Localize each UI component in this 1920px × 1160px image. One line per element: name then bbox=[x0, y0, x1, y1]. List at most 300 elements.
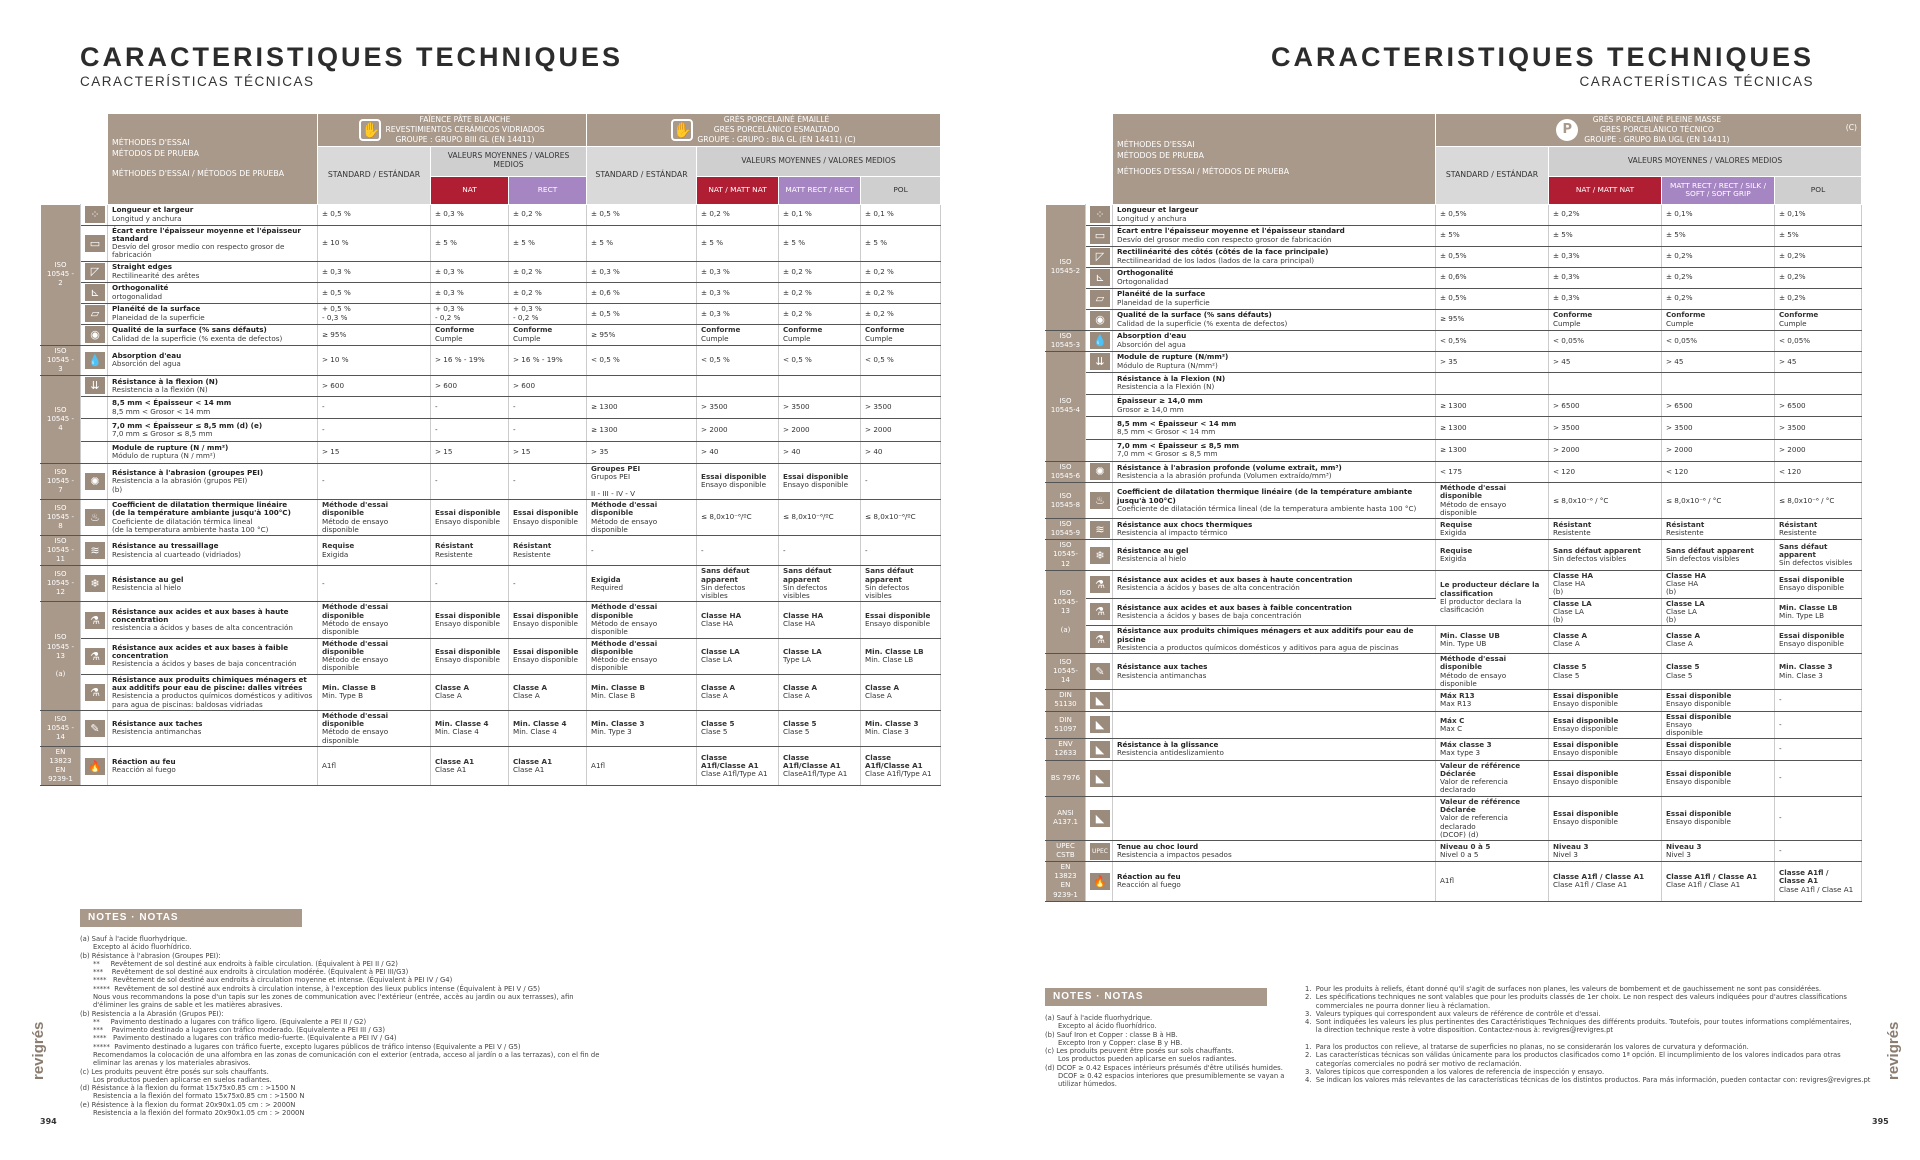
property-es: Resistencia a ácidos y bases de baja concentración bbox=[1117, 610, 1302, 620]
method-header-es: MÉTODOS DE PRUEBA bbox=[112, 148, 199, 158]
col-nat-matt: NAT / MATT NAT bbox=[697, 176, 779, 204]
property-es: Rectilinearidad de los lados (lados de la cara principal) bbox=[1117, 255, 1315, 265]
value-cell: > 3500 bbox=[1775, 417, 1862, 439]
property-label bbox=[108, 396, 318, 418]
property-fr: Résistance aux produits chimiques ménagers et aux additifs pour eau de piscine bbox=[1117, 626, 1414, 644]
property-es: Longitud y anchura bbox=[112, 213, 182, 223]
property-icon: ⇊ bbox=[1090, 353, 1110, 370]
value-cell: ≥ 1300 bbox=[587, 419, 697, 441]
property-label bbox=[1113, 351, 1436, 372]
value-cell: Essai disponible Ensayo disponible bbox=[1775, 570, 1862, 598]
valeurs-header-1: VALEURS MOYENNES / VALORES MEDIOS bbox=[431, 146, 587, 176]
property-es: Resistencia al hielo bbox=[112, 582, 182, 592]
property-fr: Résistance aux produits chimiques ménagers et aux additifs pour eau de piscine: dalles vitrées bbox=[112, 674, 307, 693]
property-label bbox=[108, 441, 318, 463]
value-cell: Conforme Cumple bbox=[697, 324, 779, 345]
property-es: Resistencia a la abrasión profunda (Volumen extraído/mm³) bbox=[1117, 470, 1332, 480]
notes-title-right: NOTES · NOTAS bbox=[1045, 988, 1267, 1006]
value-cell: ± 0,2% bbox=[1549, 204, 1662, 225]
table-row bbox=[1046, 330, 1862, 351]
value-cell: Classe A Clase A bbox=[1549, 626, 1662, 654]
row-icon-cell bbox=[1086, 483, 1113, 519]
value-cell: - bbox=[1775, 739, 1862, 760]
table-row bbox=[1046, 654, 1862, 690]
property-icon: ◣ bbox=[1090, 770, 1110, 787]
property-fr: Absorption d'eau bbox=[1117, 331, 1187, 341]
value-cell: Classe A1fl / Classe A1 Clase A1fl / Clase A1 bbox=[1549, 862, 1662, 901]
col-nat: NAT bbox=[431, 176, 509, 204]
value-cell: Sans défaut apparent Sin defectos visibles bbox=[779, 566, 861, 602]
note-line: (b) Resistencia a la Abrasión (Grupos PEI): bbox=[80, 1009, 224, 1018]
test-group-label: ANSI A137.1 bbox=[1046, 796, 1086, 840]
table-row bbox=[41, 396, 941, 418]
property-es: Resistencia a ácidos y bases de baja concentración bbox=[112, 659, 297, 669]
property-label bbox=[108, 674, 318, 710]
value-cell: Classe LA Clase LA (b) bbox=[1549, 598, 1662, 626]
value-cell: > 600 bbox=[318, 375, 431, 396]
row-icon-cell bbox=[1086, 690, 1113, 711]
property-icon: ✎ bbox=[1090, 663, 1110, 680]
value-cell: Min. Classe B Min. Type B bbox=[318, 674, 431, 710]
row-icon-cell bbox=[1086, 267, 1113, 288]
value-cell: Classe LA Type LA bbox=[779, 638, 861, 674]
property-fr: Qualité de la surface (% sans défauts) bbox=[112, 325, 267, 335]
value-cell: - bbox=[318, 463, 431, 499]
value-cell: > 15 bbox=[509, 441, 587, 463]
note-line: 3. Valores típicos que corresponden a los valores de referencia de inspección y ensayo. bbox=[1305, 1067, 1605, 1076]
value-cell: - bbox=[1775, 796, 1862, 840]
value-cell: Méthode d'essai disponible Método de ensayo disponible bbox=[587, 499, 697, 535]
note-line: *** Revêtement de sol destiné aux endroits à circulation modérée. (Équivalent à PEI III/G3) bbox=[80, 968, 409, 977]
property-icon bbox=[1090, 374, 1110, 391]
test-group-label: ISO 10545-9 bbox=[1046, 519, 1086, 540]
value-cell: Méthode d'essai disponible Método de ensayo disponible bbox=[318, 602, 431, 638]
property-icon: 🔥 bbox=[1090, 873, 1110, 890]
value-cell: Essai disponible Ensayo disponible bbox=[431, 499, 509, 535]
value-cell: Résistant Resistente bbox=[509, 536, 587, 566]
value-cell bbox=[587, 375, 697, 396]
note-line: 1. Para los productos con relieve, al tratarse de superficies no planas, no se considerarán los valores de curvatura y deformación. bbox=[1305, 1042, 1749, 1051]
property-es: resistencia a ácidos y bases de alta concentración bbox=[112, 623, 293, 633]
tech-table-left bbox=[40, 113, 941, 786]
value-cell: > 45 bbox=[1662, 351, 1775, 372]
product-note-c: (C) bbox=[1845, 123, 1858, 132]
row-icon-cell bbox=[1086, 841, 1113, 862]
property-es: Reacción al fuego bbox=[112, 765, 176, 775]
table-row bbox=[1046, 841, 1862, 862]
property-icon: ⚗ bbox=[85, 648, 105, 665]
property-icon: ≋ bbox=[85, 542, 105, 559]
property-label bbox=[108, 566, 318, 602]
value-cell: ≥ 1300 bbox=[587, 396, 697, 418]
property-label bbox=[108, 746, 318, 785]
row-icon-cell bbox=[1086, 461, 1113, 482]
property-icon bbox=[1090, 418, 1110, 435]
property-es: Resistencia a ácidos y bases de alta concentración bbox=[1117, 583, 1300, 593]
value-cell: ± 10 % bbox=[318, 225, 431, 261]
note-line: utilizar húmedos. bbox=[1045, 1080, 1117, 1089]
note-line: DCOF ≥ 0.42 espacios interiores que presumiblemente se vayan a bbox=[1045, 1071, 1285, 1080]
property-es: Desvío del grosor medio con respecto grosor de fabricación bbox=[112, 242, 285, 260]
property-es: 8,5 mm < Grosor < 14 mm bbox=[112, 406, 211, 416]
value-cell: Méthode d'essai disponible Método de ensayo disponible bbox=[318, 710, 431, 746]
property-es: Absorción del agua bbox=[112, 359, 181, 369]
property-fr: Planéité de la surface bbox=[112, 304, 201, 314]
property-icon: ≋ bbox=[1090, 521, 1110, 538]
value-cell: ± 5% bbox=[1662, 225, 1775, 246]
value-cell: Requise Exigida bbox=[1436, 540, 1549, 570]
value-cell: ± 0,2% bbox=[1662, 246, 1775, 267]
note-line: Excepto al ácido fluorhídrico. bbox=[1045, 1022, 1157, 1031]
value-cell: Méthode d'essai disponible Método de ensayo disponible bbox=[318, 499, 431, 535]
value-cell: Le producteur déclare la classification El productor declara la clasificación bbox=[1436, 570, 1549, 626]
value-cell: A1fl bbox=[318, 746, 431, 785]
method-header-fr: MÉTHODES D'ESSAI bbox=[112, 138, 190, 148]
value-cell: Conforme Cumple bbox=[431, 324, 509, 345]
table-row bbox=[41, 602, 941, 638]
property-label bbox=[108, 463, 318, 499]
row-icon-cell bbox=[1086, 204, 1113, 225]
value-cell: Classe A1fl/Classe A1 ClaseA1fl/Type A1 bbox=[779, 746, 861, 785]
value-cell: Classe 5 Clase 5 bbox=[1662, 654, 1775, 690]
notes-left bbox=[80, 935, 600, 1117]
table-row bbox=[41, 536, 941, 566]
value-cell: ± 5% bbox=[1549, 225, 1662, 246]
property-label bbox=[108, 324, 318, 345]
table-row bbox=[1046, 483, 1862, 519]
property-es: Planeidad de la superficie bbox=[1117, 297, 1210, 307]
value-cell: > 10 % bbox=[318, 345, 431, 375]
value-cell: Máx C Max C bbox=[1436, 711, 1549, 739]
value-cell: > 6500 bbox=[1775, 395, 1862, 417]
value-cell: - bbox=[861, 463, 941, 499]
row-icon-cell bbox=[81, 204, 108, 225]
property-icon: ⚗ bbox=[85, 612, 105, 629]
property-label bbox=[1113, 540, 1436, 570]
value-cell: ± 0,3 % bbox=[318, 261, 431, 282]
value-cell: Exigida Required bbox=[587, 566, 697, 602]
value-cell: Classe A Clase A bbox=[431, 674, 509, 710]
row-icon-cell bbox=[1086, 395, 1113, 417]
value-cell: ± 5 % bbox=[587, 225, 697, 261]
test-group-label: ISO 10545 - 2 bbox=[41, 204, 81, 345]
property-icon: ◣ bbox=[1090, 810, 1110, 827]
property-label bbox=[108, 638, 318, 674]
row-icon-cell bbox=[81, 536, 108, 566]
property-icon bbox=[1090, 396, 1110, 413]
note-line: 1. Pour les produits à reliefs, étant donné qu'il s'agit de surfaces non planes, les valeurs de bombement et de gauchissement ne sont pas considérées. bbox=[1305, 985, 1822, 993]
right-page bbox=[960, 0, 1920, 1160]
value-cell: ± 0,5% bbox=[1436, 246, 1549, 267]
property-icon: ◣ bbox=[1090, 741, 1110, 758]
value-cell: ≤ 8,0x10⁻⁶ / °C bbox=[1662, 483, 1775, 519]
note-line: Los productos pueden aplicarse en suelos radiantes. bbox=[1045, 1055, 1237, 1064]
product-porcelain-title: GRÈS PORCELAINÉ PLEINE MASSE GRES PORCELÁNICO TÉCNICO GROUPE : GRUPO BIA UGL (EN 14411) bbox=[1584, 115, 1730, 144]
row-icon-cell bbox=[1086, 862, 1113, 901]
value-cell: A1fl bbox=[1436, 862, 1549, 901]
col-nat-matt: NAT / MATT NAT bbox=[1549, 176, 1662, 204]
property-fr: 7,0 mm < Épaisseur ≤ 8,5 mm bbox=[1117, 440, 1239, 450]
note-line: categorías comerciales no podrá ser motivo de reclamación. bbox=[1305, 1059, 1522, 1068]
value-cell: Classe HA Clase HA bbox=[697, 602, 779, 638]
value-cell: ± 0,3% bbox=[1549, 288, 1662, 309]
test-group-label: ISO 10545 - 3 bbox=[41, 345, 81, 375]
value-cell: Essai disponible Ensayo disponible bbox=[509, 638, 587, 674]
property-label bbox=[108, 204, 318, 225]
note-line: commerciales ne pourra donner lieu à réclamation. bbox=[1305, 1001, 1491, 1010]
property-es: 8,5 mm < Grosor < 14 mm bbox=[1117, 426, 1216, 436]
table-row bbox=[41, 419, 941, 441]
standard-header-1: STANDARD / ESTÁNDAR bbox=[318, 146, 431, 204]
value-cell: Résistant Resistente bbox=[1775, 519, 1862, 540]
property-fr: Résistance aux acides et aux bases à haute concentration bbox=[1117, 574, 1353, 584]
value-cell: Classe 5 Clase 5 bbox=[1549, 654, 1662, 690]
test-group-label: BS 7976 bbox=[1046, 760, 1086, 796]
property-label bbox=[1113, 439, 1436, 461]
property-es: Resistencia al cuarteado (vidriados) bbox=[112, 549, 241, 559]
value-cell: < 0,5 % bbox=[779, 345, 861, 375]
property-fr: Résistance aux taches bbox=[1117, 662, 1208, 672]
row-icon-cell bbox=[81, 710, 108, 746]
note-line: 2. Les spécifications techniques ne sont valables que pour les produits classés de 1er choix. Le non respect des valeurs indiquées pour d'autres classifications bbox=[1305, 993, 1847, 1002]
row-icon-cell bbox=[1086, 711, 1113, 739]
value-cell: > 35 bbox=[1436, 351, 1549, 372]
property-label bbox=[1113, 372, 1436, 394]
note-line: 4. Sont indiquées les valeurs les plus pertinentes des Caractéristiques Techniques des différents produits. Toutefois, pour toutes informations complémentaires, bbox=[1305, 1018, 1852, 1027]
value-cell bbox=[1549, 372, 1662, 394]
table-row bbox=[41, 566, 941, 602]
value-cell: ≤ 8,0x10⁻⁶/ºC bbox=[779, 499, 861, 535]
property-fr: Qualité de la surface (% sans défauts) bbox=[1117, 310, 1272, 320]
property-icon: ⚗ bbox=[85, 684, 105, 701]
test-group-label: ISO 10545-2 bbox=[1046, 204, 1086, 330]
value-cell: Essai disponible Ensayo disponible bbox=[1549, 690, 1662, 711]
test-group-label: ISO 10545-3 bbox=[1046, 330, 1086, 351]
value-cell: Min. Classe 4 Min. Clase 4 bbox=[509, 710, 587, 746]
property-fr: Résistance à l'abrasion profonde (volume extrait, mm³) bbox=[1117, 462, 1342, 472]
value-cell: Conforme Cumple bbox=[861, 324, 941, 345]
value-cell: > 15 bbox=[318, 441, 431, 463]
property-fr: Réaction au feu bbox=[112, 756, 176, 766]
property-icon: ⁘ bbox=[85, 206, 105, 223]
property-fr: Résistance au gel bbox=[112, 574, 184, 584]
value-cell: ± 5% bbox=[1436, 225, 1549, 246]
value-cell: > 2000 bbox=[861, 419, 941, 441]
property-es: Planeidad de la superficie bbox=[112, 312, 205, 322]
property-label bbox=[1113, 330, 1436, 351]
test-group-label: ISO 10545-4 bbox=[1046, 351, 1086, 461]
brand-logo: revigrés bbox=[30, 1021, 47, 1080]
row-icon-cell bbox=[81, 463, 108, 499]
test-group-label: ISO 10545-12 bbox=[1046, 540, 1086, 570]
property-icon: ◣ bbox=[1090, 692, 1110, 709]
value-cell: ± 0,3% bbox=[1549, 246, 1662, 267]
note-line: (d) DCOF ≥ 0.42 Espaces intérieurs présumés d'être utilisés humides. bbox=[1045, 1063, 1283, 1072]
value-cell: Classe A Clase A bbox=[779, 674, 861, 710]
row-icon-cell bbox=[81, 674, 108, 710]
method-header-full: MÉTHODES D'ESSAI / MÉTODOS DE PRUEBA bbox=[1117, 167, 1290, 177]
value-cell: - bbox=[509, 463, 587, 499]
property-icon: 💧 bbox=[85, 352, 105, 369]
value-cell: Min. Classe 3 Min. Clase 3 bbox=[1775, 654, 1862, 690]
property-icon: ⊾ bbox=[1090, 269, 1110, 286]
value-cell: < 120 bbox=[1549, 461, 1662, 482]
test-group-label: ISO 10545 - 12 bbox=[41, 566, 81, 602]
table-row bbox=[41, 303, 941, 324]
test-group-label: ISO 10545 - 14 bbox=[41, 710, 81, 746]
value-cell: ± 0,2 % bbox=[509, 282, 587, 303]
table-row bbox=[41, 282, 941, 303]
value-cell: > 40 bbox=[697, 441, 779, 463]
note-line: Resistencia a la flexión del formato 15x75x0.85 cm : >1500 N bbox=[80, 1092, 305, 1101]
property-fr: Orthogonalité bbox=[112, 283, 169, 293]
table-row bbox=[1046, 267, 1862, 288]
property-icon: ▭ bbox=[1090, 227, 1110, 244]
value-cell: Min. Classe UB Min. Type UB bbox=[1436, 626, 1549, 654]
property-label bbox=[1113, 461, 1436, 482]
note-line: Excepto al ácido fluorhídrico. bbox=[80, 943, 192, 952]
property-label bbox=[1113, 690, 1436, 711]
value-cell: - bbox=[509, 419, 587, 441]
note-line: 2. Las características técnicas son válidas únicamente para los productos clasificados como 1ª opción. El incumplimiento de los valores indicados para otras bbox=[1305, 1051, 1841, 1060]
value-cell: ± 0,2% bbox=[1775, 267, 1862, 288]
table-row bbox=[1046, 690, 1862, 711]
value-cell: > 35 bbox=[587, 441, 697, 463]
value-cell: Min. Classe 4 Min. Clase 4 bbox=[431, 710, 509, 746]
value-cell: Máx R13 Max R13 bbox=[1436, 690, 1549, 711]
value-cell: - bbox=[509, 566, 587, 602]
table-row bbox=[41, 710, 941, 746]
value-cell: > 40 bbox=[779, 441, 861, 463]
value-cell: > 2000 bbox=[779, 419, 861, 441]
table-row bbox=[1046, 626, 1862, 654]
table-row bbox=[41, 225, 941, 261]
table-row bbox=[41, 638, 941, 674]
property-fr: Longueur et largeur bbox=[112, 205, 194, 215]
value-cell: Essai disponible Ensayo disponible bbox=[1662, 760, 1775, 796]
property-es: Resistencia a la Flexión (N) bbox=[1117, 382, 1215, 392]
table-row bbox=[1046, 461, 1862, 482]
table-row bbox=[1046, 395, 1862, 417]
property-label bbox=[1113, 598, 1436, 626]
property-label bbox=[1113, 309, 1436, 330]
property-es: Resistencia antimanchas bbox=[1117, 670, 1207, 680]
property-es: Desvío del grosor medio con respecto grosor de fabricación bbox=[1117, 234, 1332, 244]
property-label bbox=[1113, 739, 1436, 760]
page-number: 395 bbox=[1872, 1117, 1889, 1126]
row-icon-cell bbox=[81, 499, 108, 535]
property-fr: Rectilinéarité des côtés (côtés de la face principale) bbox=[1117, 247, 1329, 257]
property-label bbox=[1113, 570, 1436, 598]
value-cell: Essai disponible Ensayo disponible bbox=[1549, 796, 1662, 840]
value-cell: ± 0,5 % bbox=[318, 204, 431, 225]
row-icon-cell bbox=[81, 324, 108, 345]
value-cell: + 0,5 % - 0,3 % bbox=[318, 303, 431, 324]
value-cell: ± 0,2 % bbox=[861, 303, 941, 324]
value-cell: ± 0,3 % bbox=[431, 204, 509, 225]
value-cell: < 0,5 % bbox=[861, 345, 941, 375]
table-row bbox=[1046, 372, 1862, 394]
property-fr: Épaisseur ≥ 14,0 mm bbox=[1117, 396, 1203, 406]
property-icon: ♨ bbox=[1090, 492, 1110, 509]
property-label bbox=[1113, 519, 1436, 540]
method-header-es: MÉTODOS DE PRUEBA bbox=[1117, 150, 1204, 160]
property-label bbox=[108, 536, 318, 566]
property-es: Módulo de Ruptura (N/mm²) bbox=[1117, 360, 1218, 370]
value-cell: Min. Classe LB Min. Type LB bbox=[1775, 598, 1862, 626]
property-fr: Résistance aux acides et aux bases à faible concentration bbox=[1117, 602, 1352, 612]
value-cell: ± 5% bbox=[1775, 225, 1862, 246]
table-row bbox=[41, 441, 941, 463]
property-fr: Planéité de la surface bbox=[1117, 289, 1206, 299]
value-cell: Requise Exigida bbox=[318, 536, 431, 566]
test-group-label: EN 13823 EN 9239-1 bbox=[1046, 862, 1086, 901]
value-cell: Essai disponible Ensayo disponible bbox=[1662, 739, 1775, 760]
value-cell: Niveau 3 Nivel 3 bbox=[1662, 841, 1775, 862]
property-icon bbox=[85, 420, 105, 437]
value-cell: Essai disponible Ensayo disponible bbox=[509, 602, 587, 638]
row-icon-cell bbox=[1086, 225, 1113, 246]
property-icon: ◣ bbox=[1090, 716, 1110, 733]
standard-header-2: STANDARD / ESTÁNDAR bbox=[587, 146, 697, 204]
value-cell: Conforme Cumple bbox=[1775, 309, 1862, 330]
value-cell: ± 0,6% bbox=[1436, 267, 1549, 288]
col-matt-rect: MATT RECT / RECT / SILK / SOFT / SOFT GRIP bbox=[1662, 176, 1775, 204]
property-fr: 7,0 mm < Épaisseur ≤ 8,5 mm (d) (e) bbox=[112, 420, 263, 430]
test-group-label: ISO 10545 - 4 bbox=[41, 375, 81, 463]
value-cell: Classe A Clase A bbox=[861, 674, 941, 710]
value-cell: - bbox=[318, 419, 431, 441]
property-icon: ♨ bbox=[85, 509, 105, 526]
value-cell: Essai disponible Ensayo disponible bbox=[431, 638, 509, 674]
note-line: (c) Les produits peuvent être posés sur sols chauffants. bbox=[80, 1067, 269, 1076]
test-group-label: ISO 10545 - 11 bbox=[41, 536, 81, 566]
row-icon-cell bbox=[1086, 417, 1113, 439]
row-icon-cell bbox=[1086, 246, 1113, 267]
value-cell: ± 0,5% bbox=[1436, 204, 1549, 225]
note-line: ***** Pavimento destinado a lugares con tráfico fuerte, excepto lugares públicos de tráfico intenso (Equivalente a PEI V / G5) bbox=[80, 1042, 521, 1051]
table-row bbox=[1046, 246, 1862, 267]
value-cell bbox=[1775, 372, 1862, 394]
value-cell: + 0,3 % - 0,2 % bbox=[509, 303, 587, 324]
property-icon: ❄ bbox=[1090, 547, 1110, 564]
row-icon-cell bbox=[81, 441, 108, 463]
value-cell bbox=[861, 375, 941, 396]
table-row bbox=[1046, 351, 1862, 372]
table-row bbox=[1046, 739, 1862, 760]
property-fr: Résistance aux acides et aux bases à haute concentration bbox=[112, 606, 289, 624]
property-label bbox=[108, 303, 318, 324]
property-icon: ▭ bbox=[85, 235, 105, 252]
value-cell: ± 0,2 % bbox=[779, 261, 861, 282]
value-cell: Classe A Clase A bbox=[697, 674, 779, 710]
value-cell: ≤ 8,0x10⁻⁶ / °C bbox=[1549, 483, 1662, 519]
property-label bbox=[1113, 626, 1436, 654]
test-group-label: DIN 51130 bbox=[1046, 690, 1086, 711]
value-cell: ± 0,5 % bbox=[587, 303, 697, 324]
property-fr: Module de rupture (N/mm²) bbox=[1117, 352, 1229, 362]
table-row bbox=[1046, 288, 1862, 309]
col-pol: POL bbox=[861, 176, 941, 204]
property-label bbox=[1113, 204, 1436, 225]
value-cell: ≥ 95% bbox=[587, 324, 697, 345]
method-header-full: MÉTHODES D'ESSAI / MÉTODOS DE PRUEBA bbox=[112, 169, 285, 179]
value-cell: ± 5 % bbox=[509, 225, 587, 261]
value-cell: - bbox=[779, 536, 861, 566]
value-cell: ± 0,1 % bbox=[861, 204, 941, 225]
value-cell: Méthode d'essai disponible Método de ensayo disponible bbox=[318, 638, 431, 674]
test-group-label: ISO 10545 - 13 (a) bbox=[41, 602, 81, 710]
